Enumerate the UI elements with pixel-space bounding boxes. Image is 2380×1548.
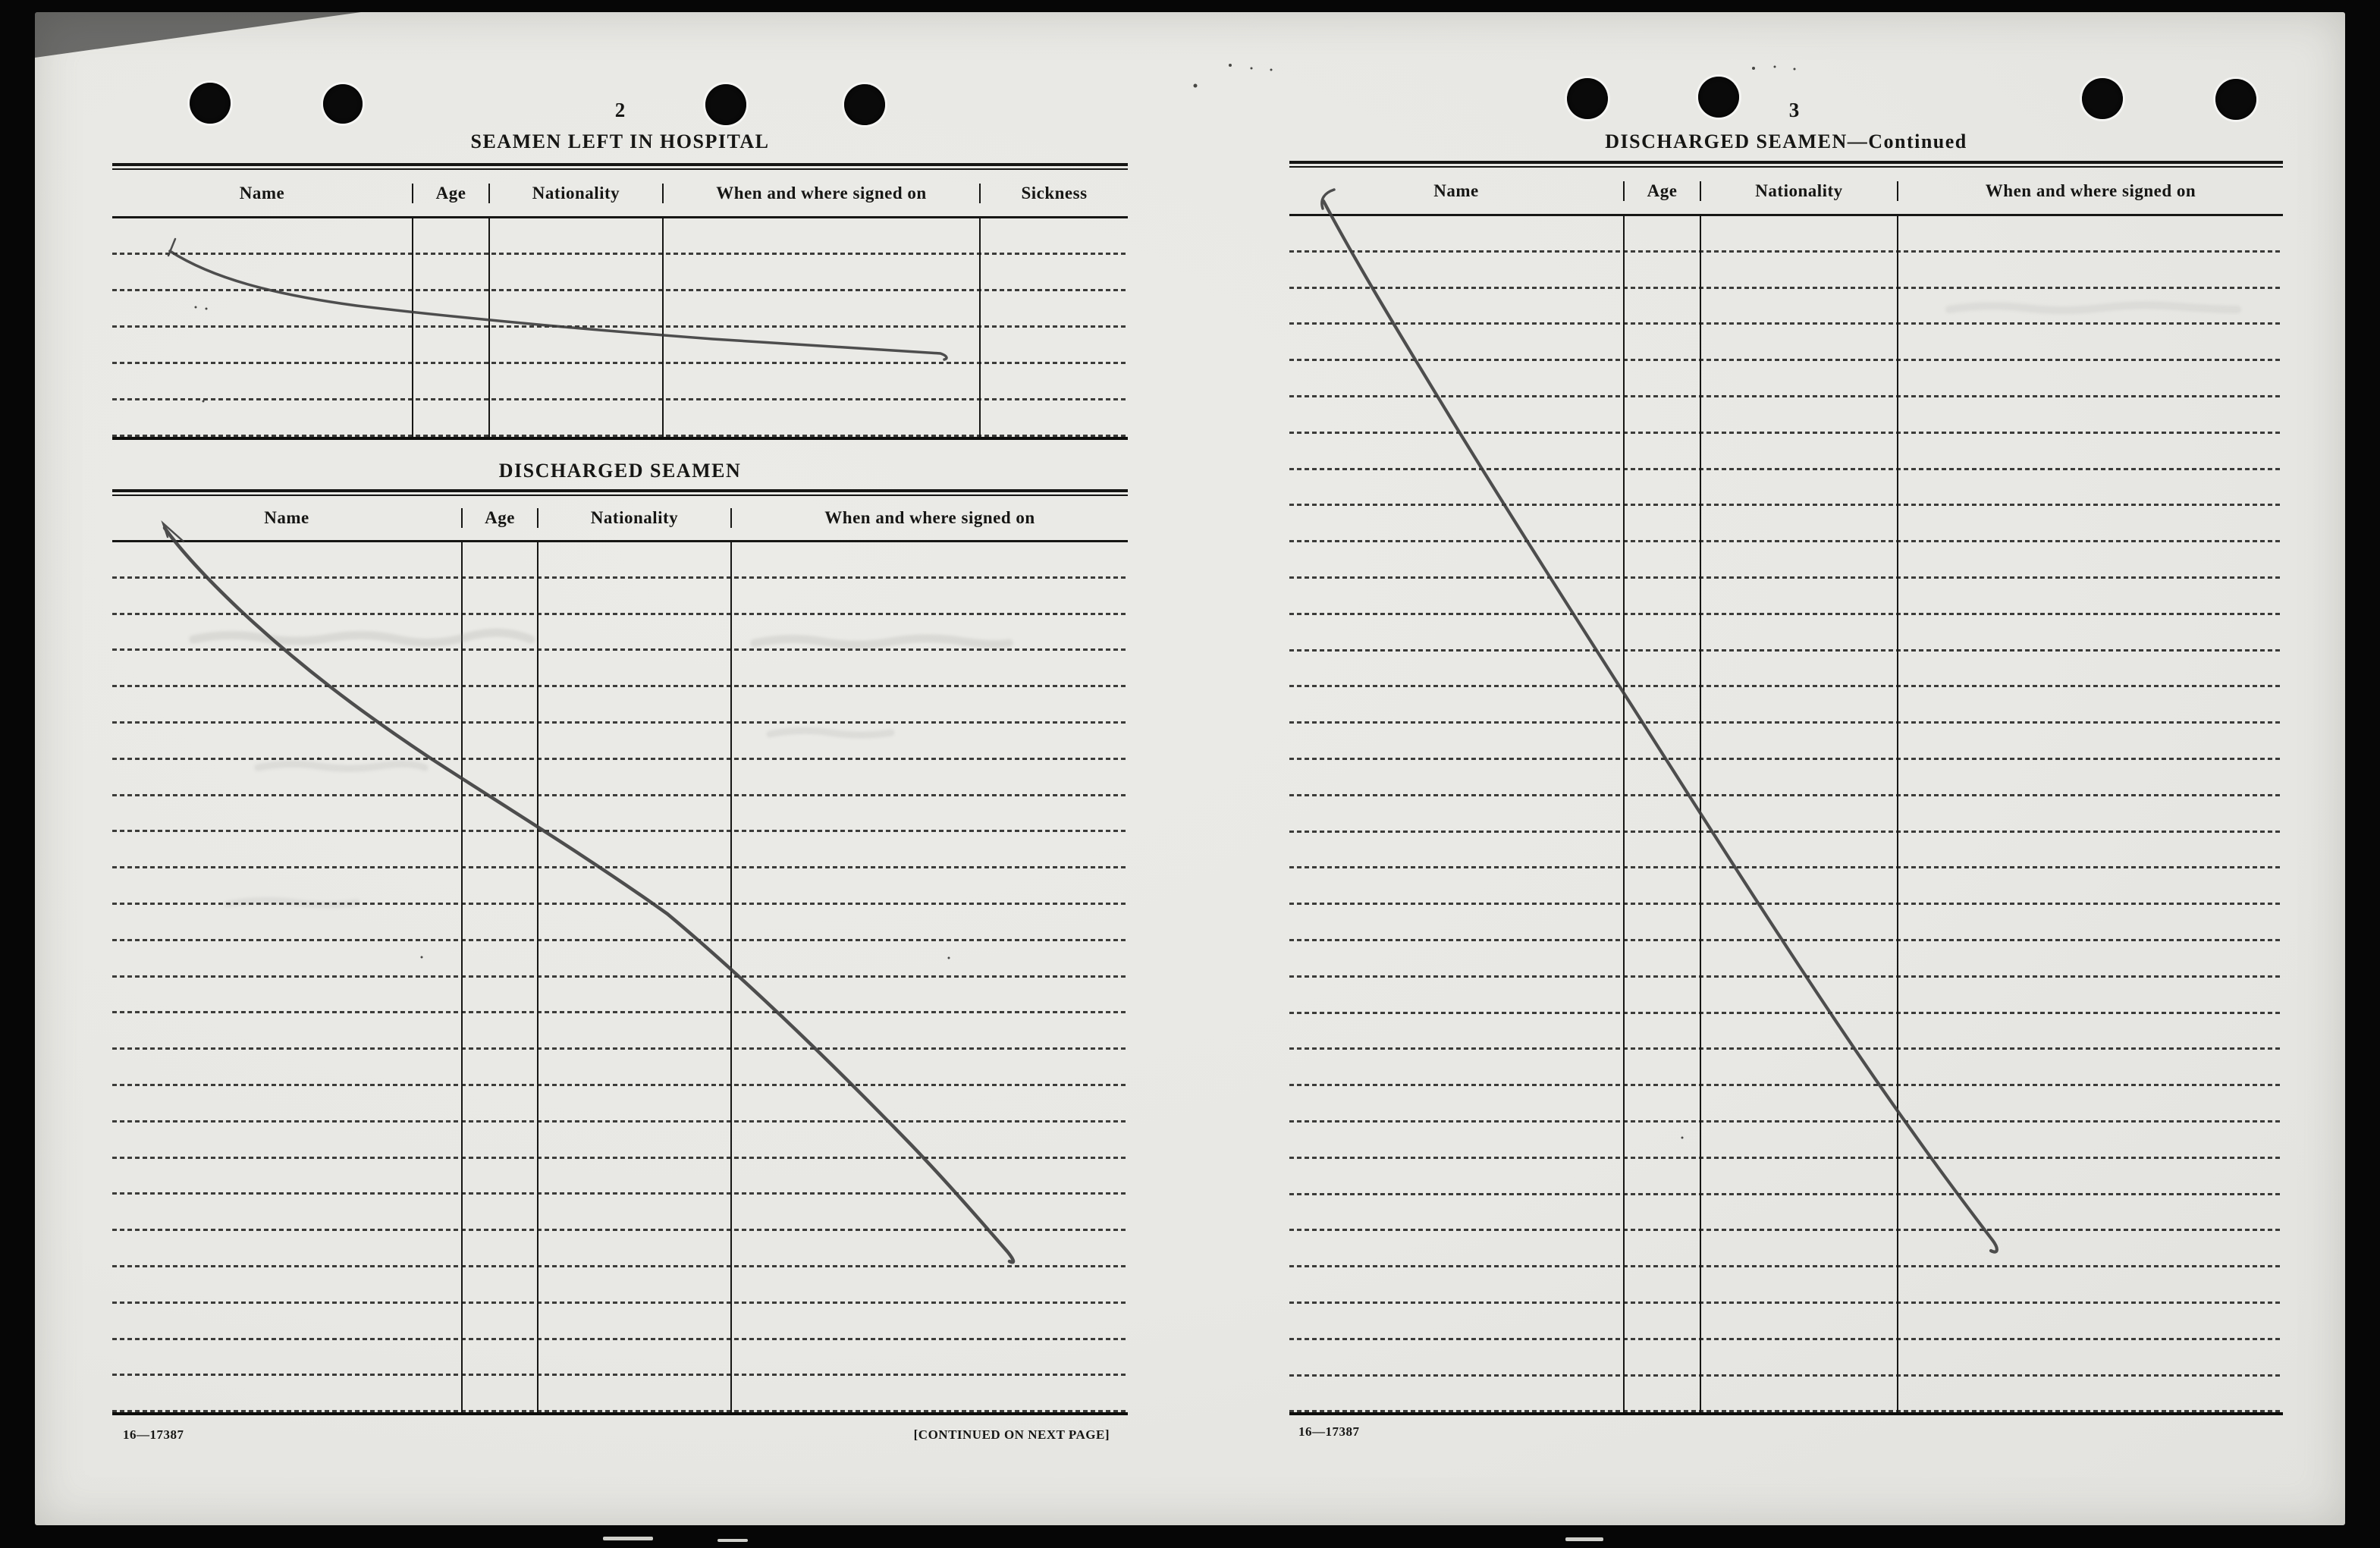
column-header: When and where signed on [664,184,981,203]
table-body [112,218,1128,437]
table-header-row [1289,168,2283,216]
column-header: Age [1625,181,1701,201]
column-divider [537,542,538,1412]
table-row [1289,289,2283,325]
scan-artifacts [603,1537,1603,1542]
column-divider [1700,216,1701,1412]
discharged-continued-title: DISCHARGED SEAMEN—Continued [1605,130,1967,152]
hole-punch [2215,79,2256,120]
discharged-table-title: DISCHARGED SEAMEN [498,460,742,482]
discharged-table [112,489,1128,1415]
hole-punch [705,84,746,125]
table-row [1289,833,2283,869]
column-header: Name [1289,181,1625,201]
table-body [1289,216,2283,1412]
column-divider [461,542,463,1412]
hole-punch [190,83,231,124]
column-divider [412,218,413,437]
column-header: When and where signed on [1985,181,2196,200]
table-row [1289,1195,2283,1232]
table-body [112,542,1128,1412]
table-row [112,1195,1128,1231]
table-row [112,1013,1128,1050]
table-row [112,255,1128,291]
table-row [1289,325,2283,361]
table-row [112,615,1128,652]
table-row [1289,1123,2283,1159]
table-row [112,868,1128,905]
table-bottom-rule [112,437,1128,440]
table-row [112,760,1128,796]
table-row [112,291,1128,328]
hole-punch [844,84,885,125]
table-row [1289,905,2283,941]
hole-punch [1567,78,1608,119]
table-row [1289,470,2283,507]
table-row [112,1267,1128,1304]
table-row [112,400,1128,437]
column-header: Name [112,184,413,203]
table-row [1289,868,2283,905]
table-row [112,978,1128,1014]
table-row [112,218,1128,255]
table-row [1289,579,2283,615]
table-row [112,724,1128,760]
table-row [112,1086,1128,1123]
table-row [112,687,1128,724]
column-divider [488,218,490,437]
table-row [112,579,1128,615]
table-bottom-rule [112,1412,1128,1415]
column-header: Sickness [1021,183,1088,203]
table-row [1289,615,2283,652]
table-row [1289,941,2283,978]
table-row [112,905,1128,941]
table-row [112,542,1128,579]
table-row [112,1050,1128,1086]
table-row [112,1340,1128,1377]
table-row [1289,1304,2283,1340]
table-row [1289,1231,2283,1267]
hole-punch [323,84,363,124]
page-number-right: 3 [1788,99,1801,121]
table-header-row [112,170,1128,218]
table-row [1289,687,2283,724]
table-row [112,328,1128,364]
column-header: Nationality [1701,181,1898,201]
table-row [112,651,1128,687]
column-divider [1623,216,1625,1412]
page-number-left: 2 [614,99,626,121]
column-divider [730,542,732,1412]
table-row [1289,1086,2283,1123]
table-row [1289,434,2283,470]
column-header: When and where signed on [824,508,1035,527]
table-row [1289,796,2283,833]
table-row [112,832,1128,868]
table-row [1289,1340,2283,1377]
table-row [112,1123,1128,1159]
hole-punch [1698,77,1739,118]
table-row [1289,253,2283,289]
table-row [1289,1267,2283,1304]
table-row [112,1159,1128,1195]
form-number-left: 16—17387 [123,1427,184,1442]
column-header: Nationality [538,508,732,528]
table-row [112,1376,1128,1412]
table-row [1289,724,2283,760]
discharged-continued-table [1289,161,2283,1415]
continued-note: [CONTINUED ON NEXT PAGE] [913,1427,1110,1442]
column-header: Nationality [490,184,664,203]
table-header-row [112,496,1128,542]
table-row [1289,506,2283,542]
column-header: Name [112,508,463,528]
hole-punch [2082,78,2123,119]
table-bottom-rule [1289,1412,2283,1415]
table-row [112,1304,1128,1340]
table-row [1289,397,2283,434]
column-header: Age [413,184,490,203]
column-divider [1897,216,1898,1412]
table-row [1289,216,2283,253]
column-header: Age [463,508,538,528]
table-row [1289,1159,2283,1195]
table-row [112,1231,1128,1267]
table-row [112,796,1128,833]
table-row [1289,652,2283,688]
table-row [1289,542,2283,579]
table-row [112,941,1128,978]
column-divider [662,218,664,437]
table-row [1289,1014,2283,1050]
table-row [1289,361,2283,397]
table-row [1289,1050,2283,1086]
hospital-table [112,163,1128,440]
table-row [112,364,1128,400]
table-row [1289,760,2283,796]
column-divider [979,218,981,437]
table-row [1289,1377,2283,1413]
table-row [1289,978,2283,1014]
hospital-table-title: SEAMEN LEFT IN HOSPITAL [470,130,770,152]
form-number-right: 16—17387 [1298,1424,1360,1439]
